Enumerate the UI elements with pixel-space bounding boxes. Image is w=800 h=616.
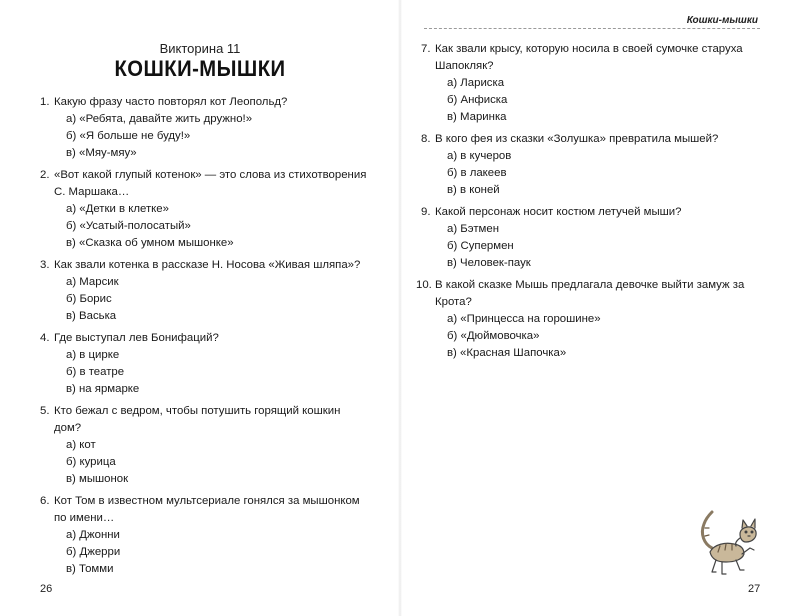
answer-option: б) Супермен: [447, 240, 514, 252]
question-text: [40, 257, 370, 274]
answer-option: в) Томми: [66, 563, 114, 575]
answer-option: в) Человек-паук: [447, 257, 531, 269]
question-label: Как звали крысу, которую носила в своей сумочке старуха Шапокляк?: [435, 43, 743, 72]
question-label: Какой персонаж носит костюм летучей мыши?: [435, 206, 682, 218]
answer-option: в) на ярмарке: [66, 383, 140, 395]
question-list-left: [40, 94, 370, 583]
question-label: «Вот какой глупый котенок» — это слова из стихотворения С. Маршака…: [54, 169, 367, 198]
question-text: [416, 277, 766, 311]
question-label: Кот Том в известном мультсериале гонялся за мышонком по имени…: [54, 495, 360, 524]
answer-option: а) «Детки в клетке»: [66, 203, 169, 215]
answer-option: а) Бэтмен: [447, 223, 500, 235]
answer-option: а) Марсик: [66, 276, 119, 288]
question-block: [40, 330, 370, 398]
question-block: [421, 131, 766, 199]
question-block: [40, 493, 370, 578]
book-spine: [398, 0, 402, 616]
running-head-rule: [424, 28, 760, 29]
question-label: Где выступал лев Бонифаций?: [54, 332, 219, 344]
question-label: Какую фразу часто повторял кот Леопольд?: [54, 96, 288, 108]
answer-option: в) «Сказка об умном мышонке»: [66, 237, 234, 249]
question-text: [40, 167, 370, 201]
question-number: 1.: [40, 96, 50, 108]
question-block: [40, 403, 370, 488]
question-text: [421, 41, 766, 75]
question-number: 6.: [40, 495, 50, 507]
question-label: В какой сказке Мышь предлагала девочке выйти замуж за Крота?: [435, 279, 745, 308]
question-block: [40, 167, 370, 252]
question-number: 8.: [421, 133, 431, 145]
answer-option: в) «Красная Шапочка»: [447, 347, 567, 359]
question-number: 3.: [40, 259, 50, 271]
question-number: 7.: [421, 43, 431, 55]
question-text: [40, 493, 370, 527]
answer-option: в) «Мяу-мяу»: [66, 147, 137, 159]
answer-option: в) Маринка: [447, 111, 507, 123]
question-list-right: [416, 41, 766, 367]
question-number: 10.: [416, 279, 432, 291]
question-label: Кто бежал с ведром, чтобы потушить горящий кошкин дом?: [54, 405, 341, 434]
answer-option: б) в лакеев: [447, 167, 507, 179]
answer-option: б) «Усатый-полосатый»: [66, 220, 191, 232]
answer-option: б) курица: [66, 456, 116, 468]
answer-option: б) «Я больше не буду!»: [66, 130, 191, 142]
answer-option: в) мышонок: [66, 473, 129, 485]
answer-option: а) в цирке: [66, 349, 120, 361]
question-number: 9.: [421, 206, 431, 218]
question-label: Как звали котенка в рассказе Н. Носова «Живая шляпа»?: [54, 259, 361, 271]
answer-option: а) Лариска: [447, 77, 505, 89]
running-head: Кошки-мышки: [686, 15, 758, 26]
answer-option: б) Джерри: [66, 546, 121, 558]
quiz-number: Викторина 11: [159, 41, 241, 56]
question-text: [421, 204, 766, 221]
cat-illustration: [690, 508, 762, 578]
answer-option: а) кот: [66, 439, 96, 451]
answer-option: б) «Дюймовочка»: [447, 330, 540, 342]
page-number-left: 26: [40, 583, 53, 595]
question-number: 4.: [40, 332, 50, 344]
question-text: [40, 94, 370, 111]
answer-option: в) Васька: [66, 310, 117, 322]
answer-option: а) «Принцесса на горошине»: [447, 313, 601, 325]
answer-option: а) «Ребята, давайте жить дружно!»: [66, 113, 253, 125]
answer-option: б) Борис: [66, 293, 112, 305]
question-block: [421, 41, 766, 126]
question-label: В кого фея из сказки «Золушка» превратила мышей?: [435, 133, 719, 145]
question-block: [40, 257, 370, 325]
answer-option: а) в кучеров: [447, 150, 512, 162]
question-block: [40, 94, 370, 162]
question-text: [40, 403, 370, 437]
answer-option: б) Анфиска: [447, 94, 508, 106]
question-text: [40, 330, 370, 347]
answer-option: а) Джонни: [66, 529, 120, 541]
question-text: [421, 131, 766, 148]
question-number: 2.: [40, 169, 50, 181]
page-number-right: 27: [748, 583, 761, 595]
answer-option: б) в театре: [66, 366, 125, 378]
question-block: [416, 277, 766, 362]
answer-option: в) в коней: [447, 184, 500, 196]
quiz-title: КОШКИ-МЫШКИ: [114, 56, 286, 81]
question-number: 5.: [40, 405, 50, 417]
question-block: [421, 204, 766, 272]
